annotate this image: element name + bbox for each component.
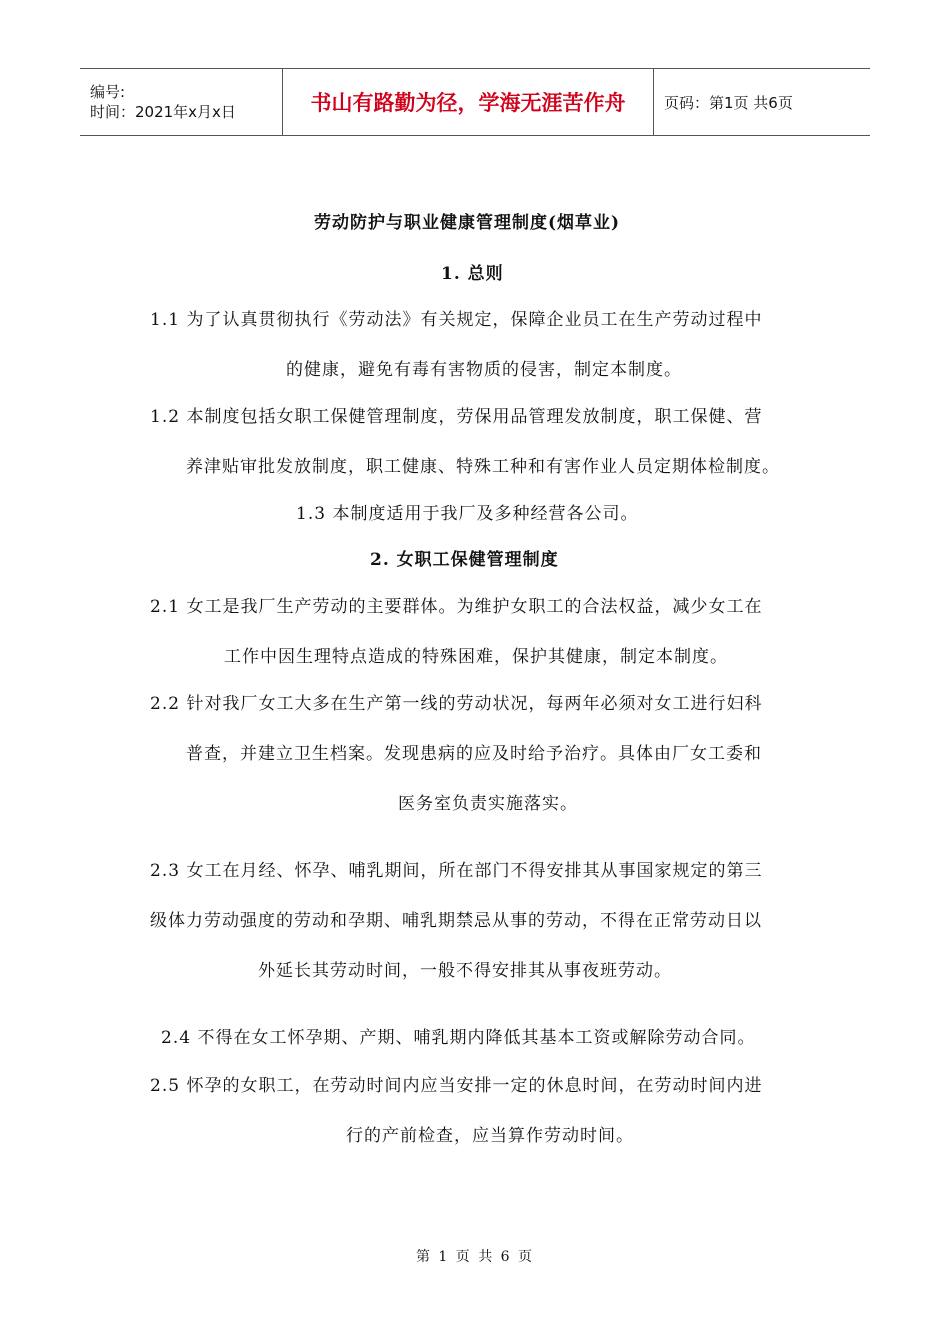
paragraph-line: 2.1 女工是我厂生产劳动的主要群体。为维护女职工的合法权益，减少女工在 [150, 597, 763, 617]
paragraph-line: 医务室负责实施落实。 [398, 794, 578, 814]
paragraph-line: 1.3 本制度适用于我厂及多种经营各公司。 [296, 504, 639, 524]
paragraph-line: 1.1 为了认真贯彻执行《劳动法》有关规定，保障企业员工在生产劳动过程中 [150, 310, 763, 330]
header-number-label: 编号: [90, 83, 126, 101]
paragraph-line: 工作中因生理特点造成的特殊困难，保护其健康，制定本制度。 [224, 647, 728, 667]
page-footer: 第 1 页 共 6 页 [415, 1249, 535, 1265]
paragraph-line: 外延长其劳动时间，一般不得安排其从事夜班劳动。 [258, 961, 672, 981]
document-title: 劳动防护与职业健康管理制度(烟草业) [314, 213, 621, 233]
paragraph-line: 1.2 本制度包括女职工保健管理制度，劳保用品管理发放制度，职工保健、营 [150, 407, 763, 427]
paragraph-line: 普查，并建立卫生档案。发现患病的应及时给予治疗。具体由厂女工委和 [186, 744, 762, 764]
header-motto-cell [282, 69, 654, 135]
header-info-cell [80, 69, 282, 135]
document-header [80, 68, 870, 136]
paragraph-line: 2.2 针对我厂女工大多在生产第一线的劳动状况，每两年必须对女工进行妇科 [150, 694, 763, 714]
paragraph-line: 级体力劳动强度的劳动和孕期、哺乳期禁忌从事的劳动，不得在正常劳动日以 [150, 911, 762, 931]
paragraph-line: 2.3 女工在月经、怀孕、哺乳期间，所在部门不得安排其从事国家规定的第三 [150, 861, 763, 881]
header-motto: 书山有路勤为径，学海无涯苦作舟 [310, 91, 626, 115]
paragraph-line: 养津贴审批发放制度，职工健康、特殊工种和有害作业人员定期体检制度。 [186, 457, 780, 477]
paragraph-line: 2.5 怀孕的女职工，在劳动时间内应当安排一定的休息时间，在劳动时间内进 [150, 1076, 763, 1096]
paragraph-line: 2.4 不得在女工怀孕期、产期、哺乳期内降低其基本工资或解除劳动合同。 [161, 1028, 756, 1048]
section2-heading: 2. 女职工保健管理制度 [370, 550, 559, 570]
header-page-cell [654, 69, 870, 135]
header-page-label: 页码：第1页 共6页 [664, 93, 793, 112]
section1-heading: 1. 总则 [441, 264, 504, 284]
paragraph-line: 的健康，避免有毒有害物质的侵害，制定本制度。 [286, 360, 682, 380]
paragraph-line: 行的产前检查，应当算作劳动时间。 [346, 1126, 634, 1146]
header-time-label: 时间：2021年x月x日 [90, 103, 236, 121]
